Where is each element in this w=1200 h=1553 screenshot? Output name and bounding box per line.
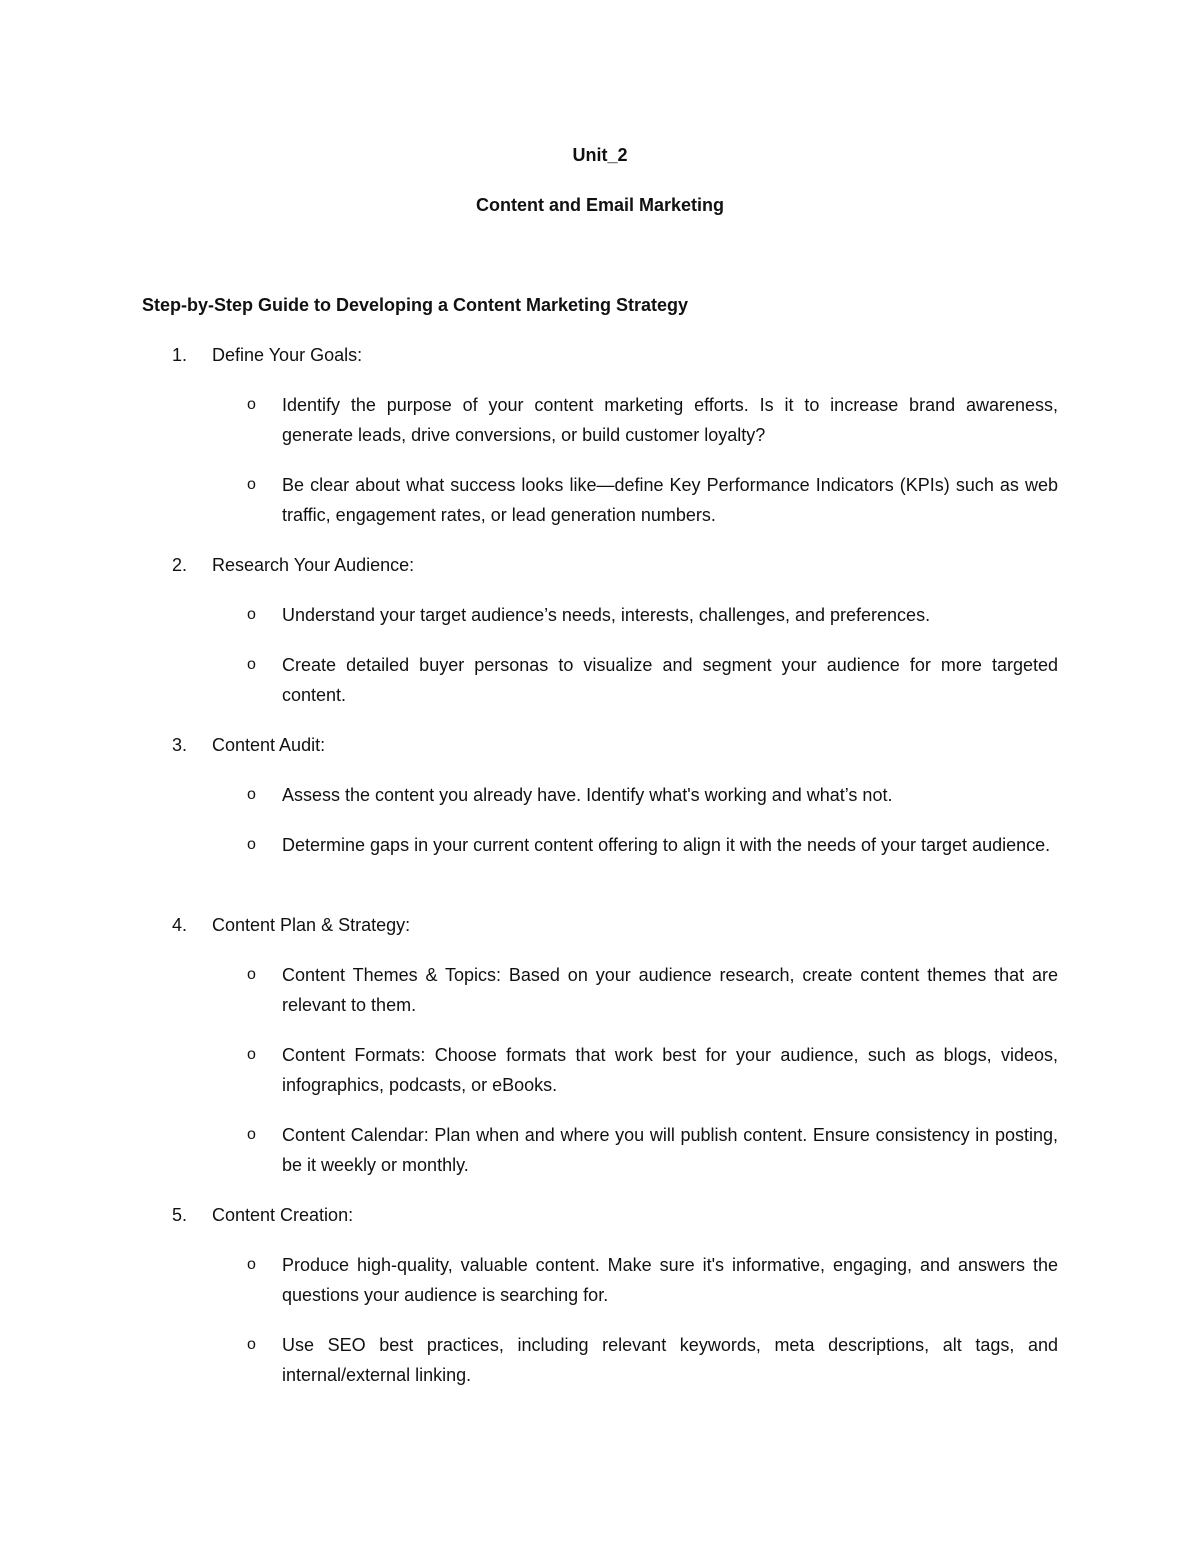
- bullet-text: Identify the purpose of your content marketing efforts. Is it to increase brand awareness, generate leads, drive conversions, or build customer loyalty?: [282, 395, 1058, 445]
- bullet-marker: o: [247, 836, 256, 853]
- step-number: 4.: [172, 915, 188, 935]
- step-number: 5.: [172, 1205, 188, 1225]
- bullet-marker: o: [247, 786, 256, 803]
- step-label: Content Audit:: [212, 735, 326, 755]
- bullet-text: Assess the content you already have. Identify what's working and what’s not.: [282, 785, 893, 805]
- bullet-marker: o: [247, 1046, 256, 1063]
- step-number: 1.: [172, 345, 188, 365]
- bullet-marker: o: [247, 606, 256, 623]
- step-number: 3.: [172, 735, 188, 755]
- bullet-marker: o: [247, 396, 256, 413]
- step-number: 2.: [172, 555, 188, 575]
- step-label: Define Your Goals:: [212, 345, 363, 365]
- unit-label: Unit_2: [572, 145, 628, 165]
- bullet-text: Content Themes & Topics: Based on your audience research, create content themes that are relevant to them.: [282, 965, 1058, 1015]
- bullet-text: Be clear about what success looks like—define Key Performance Indicators (KPIs) such as web traffic, engagement rates, or lead generation numbers.: [282, 475, 1058, 525]
- bullet-text: Create detailed buyer personas to visualize and segment your audience for more targeted content.: [282, 655, 1058, 705]
- bullet-marker: o: [247, 1336, 256, 1353]
- step-label: Content Creation:: [212, 1205, 354, 1225]
- bullet-marker: o: [247, 1256, 256, 1273]
- bullet-marker: o: [247, 656, 256, 673]
- bullet-text: Produce high-quality, valuable content. Make sure it's informative, engaging, and answers the questions your audience is searching for.: [282, 1255, 1058, 1305]
- bullet-marker: o: [247, 966, 256, 983]
- step-label: Research Your Audience:: [212, 555, 415, 575]
- section-heading: Step-by-Step Guide to Developing a Content Marketing Strategy: [142, 295, 689, 315]
- bullet-text: Use SEO best practices, including relevant keywords, meta descriptions, alt tags, and internal/external linking.: [282, 1335, 1058, 1385]
- bullet-marker: o: [247, 1126, 256, 1143]
- bullet-text: Content Formats: Choose formats that work best for your audience, such as blogs, videos, infographics, podcasts, or eBooks.: [282, 1045, 1058, 1095]
- bullet-text: Content Calendar: Plan when and where you will publish content. Ensure consistency in posting, be it weekly or monthly.: [282, 1125, 1058, 1175]
- document-title: Content and Email Marketing: [475, 195, 725, 215]
- bullet-marker: o: [247, 476, 256, 493]
- bullet-text: Understand your target audience’s needs, interests, challenges, and preferences.: [282, 605, 931, 625]
- step-label: Content Plan & Strategy:: [212, 915, 411, 935]
- bullet-text: Determine gaps in your current content offering to align it with the needs of your target audience.: [282, 835, 1051, 855]
